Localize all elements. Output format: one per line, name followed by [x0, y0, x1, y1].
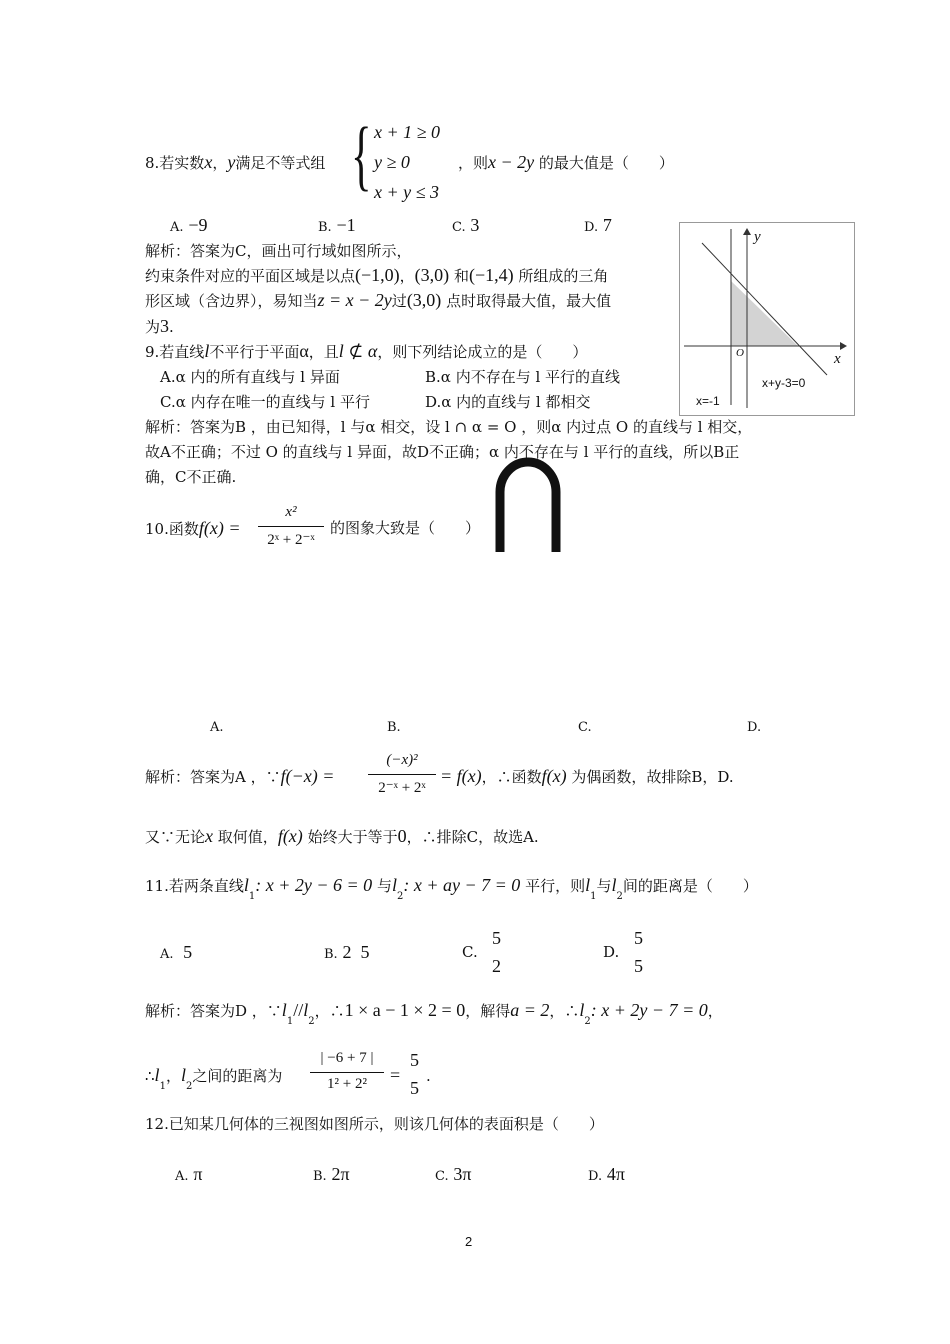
q10-solution-line-2: 又∵无论x 取何值，f(x) 始终大于等于0，∴排除C，故选A. — [145, 826, 539, 846]
q10-graph-label-c: C. — [578, 720, 592, 735]
q8-solution-line-4: 为3. — [145, 316, 174, 336]
q9-solution-line-2: 故A不正确；不过 O 的直线与 l 异面，故D不正确；α 内不存在与 l 平行的直线，所以B正 — [145, 443, 740, 461]
page-number: 2 — [465, 1234, 473, 1249]
q8-option-c: C. 3 — [452, 215, 480, 235]
q11-stem: 11.若两条直线$l_1$: x + 2y − 6 = 0 与$l_2$: x + ay − 7 = 0 平行，则$l_1$与$l_2$间的距离是（ ） — [145, 875, 758, 902]
q10-solution-fraction-bar — [368, 774, 436, 775]
q8-ineq-2: y ≥ 0 — [374, 152, 410, 172]
feasible-region — [731, 281, 798, 346]
q11-option-d-denominator: 5 — [634, 956, 643, 976]
q8-solution-line-2: 约束条件对应的平面区域是以点(−1,0)，(3,0) 和(−1,4) 所组成的三角 — [145, 265, 609, 285]
graph-x-label: x — [834, 351, 841, 367]
q8-option-a: A. −9 — [170, 215, 208, 235]
feasible-region-graph — [679, 222, 855, 416]
q11-option-d-numerator: 5 — [634, 928, 643, 948]
graph-y-label: y — [754, 229, 761, 245]
q10-solution-numerator: (−x)² — [386, 752, 418, 768]
q8-ineq-1: x + 1 ≥ 0 — [374, 122, 441, 142]
q10-fraction-numerator: x² — [285, 504, 297, 520]
q8-solution-line-3: 形区域（含边界），易知当z = x − 2y过(3,0) 点时取得最大值，最大值 — [145, 290, 612, 310]
q9-solution-line-3: 确，C不正确. — [145, 468, 237, 486]
q11-solution-line-2: $\therefore l_1$，$l_2$之间的距离为 — [145, 1065, 283, 1092]
q10-stem-a: 10.函数f(x) = — [145, 518, 241, 538]
q11-option-c-numerator: 5 — [492, 928, 501, 948]
q12-stem: 12.已知某几何体的三视图如图所示，则该几何体的表面积是（ ） — [145, 1115, 604, 1133]
q11-distance-fraction-bar — [310, 1072, 384, 1073]
feasible-region-svg — [680, 223, 854, 415]
q11-solution-line-1: 解析：答案为D ，$\because l_1//l_2$，∴1 × a − 1 × 2 = 0，解得a = 2，$\therefore l_2$: x + 2y − 7 = 0， — [145, 1000, 723, 1027]
q9-option-d: D.α 内的直线与 l 都相交 — [425, 393, 591, 411]
q8-option-b: B. −1 — [318, 215, 356, 235]
q11-result-denominator: 5 — [410, 1078, 419, 1098]
q10-solution-a: 解析：答案为A ，∵f(−x) = — [145, 766, 335, 786]
q11-option-c-denominator: 2 — [492, 956, 501, 976]
q9-solution-line-1: 解析：答案为B ，由已知得，l 与α 相交，设 l ∩ α = O ，则α 内过点 O 的直线与 l 相交， — [145, 418, 753, 436]
q11-solution-end: . — [426, 1067, 431, 1085]
q9-stem: 9.若直线l不平行于平面α，且l ⊄ α，则下列结论成立的是（ ） — [145, 341, 588, 361]
q11-option-c-label: C. — [462, 943, 478, 961]
q9-option-b: B.α 内不存在与 l 平行的直线 — [425, 368, 621, 386]
q11-result-numerator: 5 — [410, 1050, 419, 1070]
q11-option-a: A. 5 — [160, 942, 193, 962]
graph-line2-label: x=-1 — [696, 394, 720, 408]
q9-option-a: A.α 内的所有直线与 l 异面 — [160, 368, 340, 386]
q12-option-b: B. 2π — [313, 1164, 350, 1184]
q12-option-d: D. 4π — [588, 1164, 625, 1184]
graph-origin-label: O — [736, 347, 744, 359]
x-axis-arrow — [840, 342, 847, 350]
q11-distance-equals: = — [390, 1065, 401, 1085]
q9-option-c: C.α 内存在唯一的直线与 l 平行 — [160, 393, 370, 411]
q10-graph-label-d: D. — [747, 720, 762, 735]
q8-option-d: D. 7 — [584, 215, 612, 235]
system-brace: { — [351, 111, 372, 198]
q8-stem: 8.若实数x，y满足不等式组 — [145, 152, 326, 172]
intersection-symbol — [490, 452, 566, 554]
q10-fraction-denominator: 2ˣ + 2⁻ˣ — [267, 532, 315, 548]
q12-option-c: C. 3π — [435, 1164, 472, 1184]
q11-option-d-label: D. — [603, 943, 620, 961]
q11-distance-numerator: | −6 + 7 | — [320, 1050, 374, 1066]
q10-stem-b: 的图象大致是（ ） — [330, 519, 481, 537]
q10-graph-label-b: B. — [387, 720, 401, 735]
q11-distance-denominator: 1² + 2² — [327, 1076, 367, 1092]
q11-option-b: B. 2 5 — [324, 942, 370, 962]
q8-stem-end: ，则x − 2y 的最大值是（ ） — [458, 152, 674, 172]
q12-option-a: A. π — [175, 1164, 203, 1184]
q10-solution-b: = f(x)，∴函数f(x) 为偶函数，故排除B，D. — [440, 766, 734, 786]
q8-solution-line-1: 解析：答案为C，画出可行域如图所示， — [145, 242, 412, 260]
y-axis-arrow — [743, 228, 751, 235]
line-x-plus-y-eq-3 — [702, 243, 827, 375]
q10-solution-denominator: 2⁻ˣ + 2ˣ — [378, 780, 426, 796]
graph-line1-label: x+y-3=0 — [762, 376, 806, 390]
q10-graph-label-a: A. — [210, 720, 224, 735]
q8-ineq-3: x + y ≤ 3 — [374, 182, 440, 202]
q10-fraction-bar — [258, 526, 324, 527]
